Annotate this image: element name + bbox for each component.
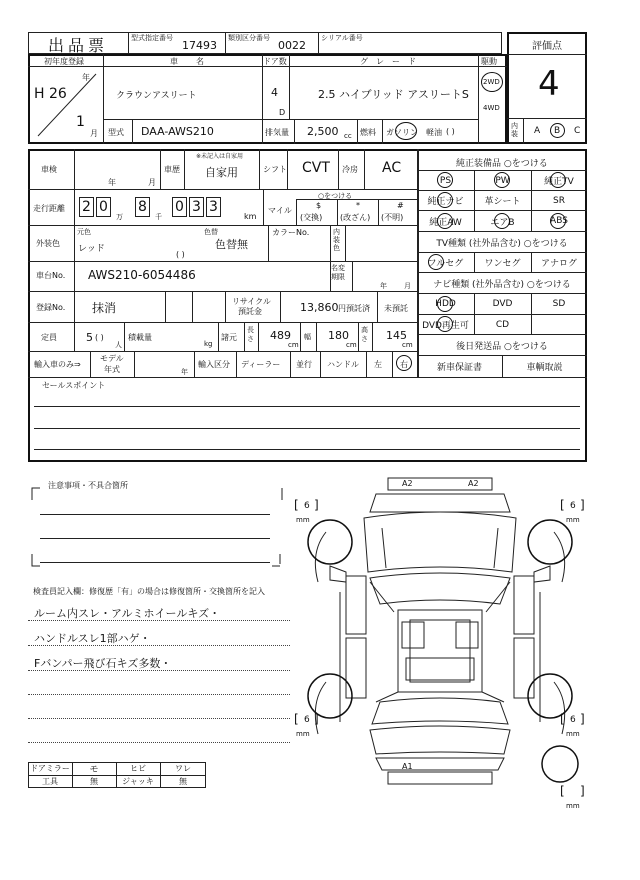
tire-fr-bracket-l: [ xyxy=(560,498,565,512)
history-label: 車歴 xyxy=(164,165,180,174)
equip-aw: 純正AW xyxy=(429,217,462,228)
score-value: 4 xyxy=(538,64,560,104)
width-value: 180 xyxy=(328,329,349,342)
drive-2wd: 2WD xyxy=(483,78,500,86)
interior-color-label: 内装色 xyxy=(333,228,340,252)
vin-label: 車台No. xyxy=(36,271,66,280)
displacement-label: 排気量 xyxy=(265,128,289,137)
height-label: 高さ xyxy=(361,326,368,343)
odo-digit-2: 0 xyxy=(96,197,111,217)
class-no-label: 類別区分番号 xyxy=(228,34,270,42)
equip-navi: 純正ナビ xyxy=(427,197,464,207)
equip-airbag: エアB xyxy=(490,217,515,228)
paint-color-paren: ( ) xyxy=(176,250,185,259)
exchange-symbol: $ xyxy=(316,201,322,210)
fuel-label: 燃料 xyxy=(360,128,376,137)
sheet-title: 出品票 xyxy=(48,36,109,55)
equip-sr: SR xyxy=(553,195,565,206)
first-reg-year-unit: 年 xyxy=(82,73,90,82)
odo-digit-6: 3 xyxy=(206,197,221,217)
navi-hdd: HDD xyxy=(435,299,456,309)
tv-type-title: TV種類 (社外品含む) ○をつける xyxy=(436,238,568,249)
type-no: 17493 xyxy=(182,39,217,52)
caution-bracket xyxy=(26,484,288,570)
score-label: 評価点 xyxy=(532,41,562,52)
fuel-other: ( ) xyxy=(446,127,455,136)
tire-rr-depth: 6 xyxy=(570,715,576,725)
interior-label: 内装 xyxy=(511,122,518,138)
drive-label: 駆動 xyxy=(481,57,497,66)
tire-rl-bracket-r: ] xyxy=(314,712,319,726)
model-year-unit: 年 xyxy=(181,368,188,376)
tire-rr-unit: mm xyxy=(566,730,580,738)
unknown-label: (不明) xyxy=(381,213,404,222)
damage-mark-front-right: A2 xyxy=(468,479,479,488)
import-category-label: 輸入区分 xyxy=(198,360,230,369)
load-label: 積載量 xyxy=(128,333,152,342)
tire-fr-unit: mm xyxy=(566,516,580,524)
mirror-label: ドアミラー xyxy=(30,764,70,773)
inspection-label: 車検 xyxy=(41,165,57,174)
tv-analog: アナログ xyxy=(540,259,577,269)
tire-fl-bracket-r: ] xyxy=(314,498,319,512)
altered-symbol: * xyxy=(356,201,360,210)
serial-label: シリアル番号 xyxy=(321,34,363,42)
exchange-label: (交換) xyxy=(300,213,323,222)
recycle-unit: 円預託済 xyxy=(338,304,370,313)
tire-fl-unit: mm xyxy=(296,516,310,524)
drive-2wd-circle xyxy=(481,72,503,92)
width-label: 幅 xyxy=(304,333,311,341)
import-label: 輸入車のみ⇒ xyxy=(34,360,81,369)
doors-label: ドア数 xyxy=(263,57,287,66)
tv-fullseg: フルセグ xyxy=(427,259,464,269)
mileage-label: 走行距離 xyxy=(33,204,65,213)
unknown-symbol: # xyxy=(397,201,404,210)
tv-oneseg: ワンセグ xyxy=(484,259,521,269)
first-reg-year: H 26 xyxy=(34,86,67,102)
length-label: 長さ xyxy=(247,326,254,343)
load-unit: kg xyxy=(204,340,213,348)
damage-mark-rear: A1 xyxy=(402,762,413,771)
car-damage-diagram xyxy=(290,472,590,792)
note-line-2: ハンドルスレ1部ハゲ・ xyxy=(34,632,151,645)
equip-navi-circle xyxy=(437,192,453,208)
tire-fl-depth: 6 xyxy=(304,501,310,511)
unit-sen: 千 xyxy=(155,213,162,221)
odo-digit-4: 0 xyxy=(172,197,187,217)
unit-man: 万 xyxy=(116,213,123,221)
tire-spare-unit: mm xyxy=(566,802,580,810)
drive-4wd: 4WD xyxy=(483,104,500,112)
shift-value: CVT xyxy=(302,160,330,176)
interior-a: A xyxy=(534,126,541,136)
tire-spare-bracket-r: ] xyxy=(580,784,585,798)
equip-tv-circle xyxy=(550,172,566,188)
equip-leather: 革シート xyxy=(484,197,521,207)
equip-ps-circle xyxy=(437,172,453,188)
original-color: レッド xyxy=(78,244,105,254)
tire-fl-bracket-l: [ xyxy=(294,498,299,512)
capacity-value: 5 xyxy=(86,331,93,344)
door-suffix: D xyxy=(279,108,286,117)
later-warranty: 新車保証書 xyxy=(436,362,482,373)
tire-fr-depth: 6 xyxy=(570,501,576,511)
odo-digit-5: 3 xyxy=(189,197,204,217)
tire-rl-unit: mm xyxy=(296,730,310,738)
tools-value: 無 xyxy=(90,777,98,786)
caution-label: 注意事項・不具合箇所 xyxy=(48,481,128,490)
interior-b: B xyxy=(554,126,561,136)
handle-label: ハンドル xyxy=(327,360,359,369)
recycle-label-2: 預託金 xyxy=(238,307,262,316)
navi-dvd: DVD xyxy=(492,299,513,309)
equipment-title: 純正装備品 ○をつける xyxy=(456,159,548,169)
model-year-label-2: 年式 xyxy=(104,365,120,374)
handle-left: 左 xyxy=(374,360,382,369)
handle-right: 右 xyxy=(400,360,408,369)
interior-c: C xyxy=(574,126,581,136)
odo-digit-3: 8 xyxy=(135,197,150,217)
length-value: 489 xyxy=(270,329,291,342)
equip-tv: 純正TV xyxy=(544,177,574,187)
navi-hdd-circle xyxy=(437,296,453,312)
navi-dvd-play-circle xyxy=(437,316,453,332)
tire-rr-bracket-l: [ xyxy=(560,712,565,726)
tire-rl-depth: 6 xyxy=(304,715,310,725)
tools-label: 工具 xyxy=(42,777,58,786)
name-change-month: 月 xyxy=(404,282,411,290)
damage-mark-front-left: A2 xyxy=(402,479,413,488)
equip-aw-circle xyxy=(437,213,453,229)
height-value: 145 xyxy=(386,329,407,342)
sales-points-label: セールスポイント xyxy=(42,381,106,390)
first-reg-label: 初年度登録 xyxy=(44,57,84,66)
mirror-value: モ xyxy=(89,765,99,775)
displacement-value: 2,500 xyxy=(307,125,339,138)
capacity-unit: 人 xyxy=(115,341,122,349)
paint-color-label: 色替 xyxy=(204,228,218,236)
model-year-label-1: モデル xyxy=(100,354,124,363)
exterior-color-label: 外装色 xyxy=(36,239,60,248)
recycle-label-1: リサイクル xyxy=(232,297,271,306)
inspection-month-unit: 月 xyxy=(148,178,156,187)
original-color-label: 元色 xyxy=(77,228,91,236)
name-change-label: 名変期限 xyxy=(331,264,345,281)
ac-value: AC xyxy=(382,160,402,176)
jack-label: ジャッキ xyxy=(122,777,154,786)
altered-label: (改ざん) xyxy=(340,213,371,222)
recycle-fee: 13,860 xyxy=(300,301,339,314)
equip-airbag-circle xyxy=(494,213,510,229)
history-value: 自家用 xyxy=(205,166,238,179)
navi-dvd-play: DVD再生可 xyxy=(422,321,469,331)
inspector-note-label: 検査員記入欄：修復歴「有」の場合は修復箇所・交換箇所を記入 xyxy=(33,587,265,596)
equip-abs-circle xyxy=(550,213,566,229)
navi-sd: SD xyxy=(552,299,566,309)
import-parallel: 並行 xyxy=(296,360,312,369)
equip-abs: ABS xyxy=(550,216,568,226)
ware-label: ワレ xyxy=(175,764,191,773)
paint-color: 色替無 xyxy=(215,238,248,251)
navi-blank xyxy=(531,315,587,334)
history-note: ※未記入は自家用 xyxy=(196,153,244,160)
capacity-paren: ( ) xyxy=(95,333,104,342)
tire-fr-bracket-r: ] xyxy=(580,498,585,512)
color-no-label: カラーNo. xyxy=(272,228,310,237)
jack-value: 無 xyxy=(179,777,187,786)
handle-right-circle xyxy=(396,355,412,371)
model-label: 型式 xyxy=(108,128,124,137)
grade-label: グレード xyxy=(360,57,424,66)
import-dealer: ディーラー xyxy=(241,360,281,369)
width-unit: cm xyxy=(346,341,357,349)
car-name-label: 車名 xyxy=(170,57,222,66)
grade-value: 2.5 ハイブリッド アスリートS xyxy=(318,88,469,101)
vin-value: AWS210-6054486 xyxy=(88,268,196,282)
door-count: 4 xyxy=(271,86,278,99)
equip-pw: PW xyxy=(495,175,510,186)
reg-no-value: 抹消 xyxy=(92,301,117,315)
length-unit: cm xyxy=(288,341,299,349)
inspection-year-unit: 年 xyxy=(108,178,116,187)
tire-spare-bracket-l: [ xyxy=(560,784,565,798)
class-no: 0022 xyxy=(278,39,306,52)
interior-b-circle xyxy=(550,123,565,138)
fuel-gasoline-circle xyxy=(395,122,417,140)
shift-label: シフト xyxy=(263,165,287,174)
navi-type-title: ナビ種類 (社外品含む) ○をつける xyxy=(433,279,571,290)
tire-rl-bracket-l: [ xyxy=(294,712,299,726)
odo-digit-1: 2 xyxy=(79,197,94,217)
model-value: DAA-AWS210 xyxy=(141,125,214,138)
later-items-title: 後日発送品 ○をつける xyxy=(456,341,548,352)
first-reg-month: 1 xyxy=(76,114,85,130)
ac-label: 冷房 xyxy=(342,165,358,174)
first-reg-month-unit: 月 xyxy=(90,129,98,138)
fuel-diesel: 軽油 xyxy=(426,128,442,137)
recycle-not-deposited: 未預託 xyxy=(384,304,408,313)
hibi-label: ヒビ xyxy=(130,764,146,773)
reg-no-label: 登録No. xyxy=(36,303,66,312)
height-unit: cm xyxy=(402,341,413,349)
note-line-3: Fバンパー飛び石キズ多数・ xyxy=(34,657,172,670)
note-line-1: ルーム内スレ・アルミホイールキズ・ xyxy=(34,607,221,620)
equip-ps: PS xyxy=(439,175,452,186)
equip-pw-circle xyxy=(494,172,510,188)
dimensions-label: 諸元 xyxy=(221,333,237,342)
type-no-label: 型式指定番号 xyxy=(131,34,173,42)
name-change-year: 年 xyxy=(380,282,387,290)
capacity-label: 定員 xyxy=(41,333,57,342)
mileage-mark-note: ○をつける xyxy=(318,192,353,200)
later-manual: 車輌取説 xyxy=(526,362,563,373)
tire-rr-bracket-r: ] xyxy=(580,712,585,726)
fuel-gasoline: ガソリン xyxy=(386,128,418,137)
car-name: クラウンアスリート xyxy=(116,91,197,101)
displacement-unit: cc xyxy=(344,132,352,140)
mile-label: マイル xyxy=(268,206,292,215)
unit-km: km xyxy=(244,212,257,221)
tv-fullseg-circle xyxy=(428,254,444,270)
navi-cd: CD xyxy=(495,319,510,330)
